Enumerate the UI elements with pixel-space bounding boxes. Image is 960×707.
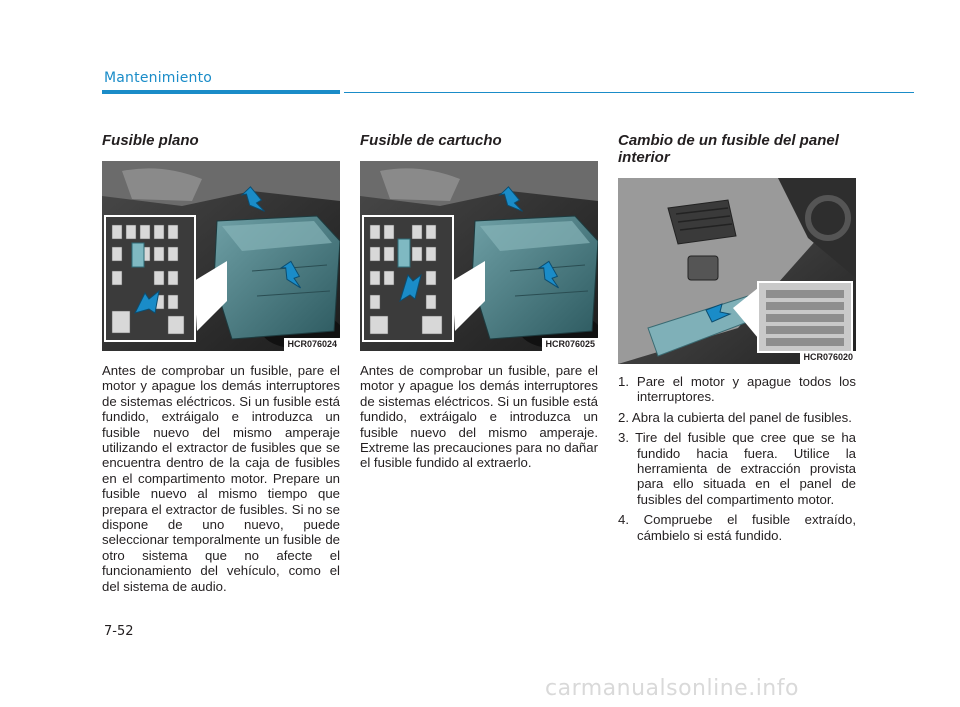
figure-engine-fuse-box-cartridge <box>360 161 598 351</box>
figure-code: HCR076025 <box>542 338 598 351</box>
step-item: 2. Abra la cubierta del panel de fusibles. <box>618 409 852 425</box>
column-fusible-cartucho <box>360 132 598 471</box>
page-number: 7-52 <box>104 624 134 639</box>
engine-bay-illustration <box>360 161 598 351</box>
step-item: 3. Tire del fusible que cree que se ha fundido hacia fuera. Utilice la herramienta de extracción provista para ello situada en el panel de fusibles del compartimento motor. <box>618 430 856 507</box>
dashboard-illustration <box>618 178 856 364</box>
heading-fusible-plano: Fusible plano <box>102 132 199 149</box>
watermark: carmanualsonline.info <box>545 676 799 701</box>
figure-interior-fuse-panel <box>618 178 856 364</box>
section-title: Mantenimiento <box>104 70 213 86</box>
steps-list <box>618 374 856 543</box>
heading-fusible-cartucho: Fusible de cartucho <box>360 132 502 149</box>
body-text: Antes de comprobar un fusible, pare el motor y apague los demás interruptores de sistemas eléctricos. Si un fusible está fundido, extráigalo e introduzca un fusible nuevo del mismo amperaje. Extreme las precauciones para no dañar el fusible fundido al extraerlo. <box>360 363 598 471</box>
figure-code: HCR076020 <box>800 351 856 364</box>
header-rule-thick <box>102 90 340 94</box>
step-item: 4. Compruebe el fusible extraído, cámbielo si está fundido. <box>618 512 856 543</box>
column-fusible-plano <box>102 132 340 594</box>
column-panel-interior <box>618 132 856 548</box>
step-item: 1. Pare el motor y apague todos los interruptores. <box>618 374 856 405</box>
figure-engine-fuse-box-blade <box>102 161 340 351</box>
body-text: Antes de comprobar un fusible, pare el motor y apague los demás interruptores de sistemas eléctricos. Si un fusible está fundido, extráigalo e introduzca un fusible nuevo del mismo amperaje utilizando el extractor de fusibles que se encuentra dentro de la caja de fusibles en el compartimento motor. Prepare un fusible nuevo al mismo tiempo que prepara el extractor de fusibles. Si no se dispone de uno nuevo, puede seleccionar temporalmente un fusible de otro sistema que no afecte el funcionamiento del vehículo, como el del sistema de audio. <box>102 363 340 594</box>
heading-panel-interior: Cambio de un fusible del panel interior <box>618 132 839 166</box>
header-rule-thin <box>344 92 914 93</box>
engine-bay-illustration <box>102 161 340 351</box>
figure-code: HCR076024 <box>284 338 340 351</box>
